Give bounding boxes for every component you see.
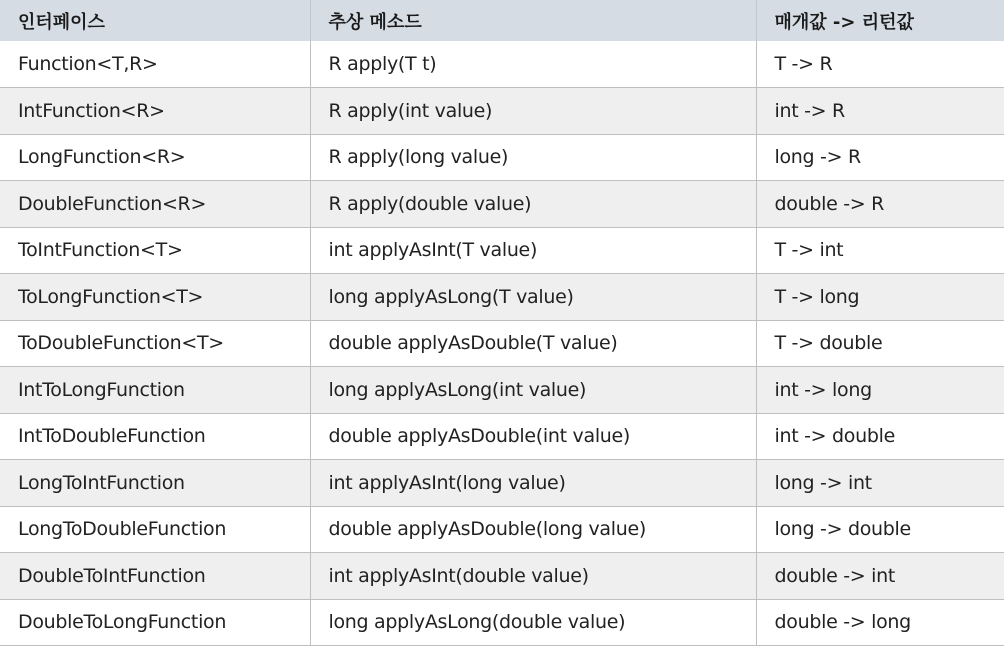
- table-row: [0, 506, 1004, 553]
- cell-abstract-method: int applyAsInt(double value): [310, 553, 756, 600]
- cell-abstract-method: long applyAsLong(int value): [310, 367, 756, 414]
- cell-param-return: int -> R: [756, 88, 1004, 135]
- cell-param-return: long -> int: [756, 460, 1004, 507]
- cell-interface: LongToIntFunction: [18, 471, 185, 494]
- cell-interface: IntToDoubleFunction: [18, 425, 206, 448]
- cell-param-return: long -> R: [756, 134, 1004, 181]
- cell-interface: LongToDoubleFunction: [18, 518, 227, 541]
- cell-interface: ToIntFunction<T>: [18, 239, 183, 262]
- cell-param-return: T -> int: [756, 227, 1004, 274]
- cell-interface: IntToLongFunction: [18, 378, 185, 401]
- table-row: [0, 181, 1004, 228]
- cell-interface: ToLongFunction<T>: [18, 285, 204, 308]
- cell-abstract-method: R apply(int value): [310, 88, 756, 135]
- table-row: [0, 599, 1004, 646]
- cell-abstract-method: R apply(long value): [310, 134, 756, 181]
- cell-abstract-method: R apply(T t): [310, 41, 756, 88]
- cell-interface: ToDoubleFunction<T>: [18, 332, 224, 355]
- cell-interface: LongFunction<R>: [18, 146, 186, 169]
- cell-abstract-method: double applyAsDouble(int value): [310, 413, 756, 460]
- table-row: [0, 227, 1004, 274]
- table-row: [0, 460, 1004, 507]
- cell-abstract-method: long applyAsLong(T value): [310, 274, 756, 321]
- cell-abstract-method: int applyAsInt(long value): [310, 460, 756, 507]
- cell-abstract-method: long applyAsLong(double value): [310, 599, 756, 646]
- header-row: [0, 0, 1004, 41]
- table-row: [0, 134, 1004, 181]
- cell-interface: Function<T,R>: [18, 53, 158, 75]
- cell-param-return: long -> double: [756, 506, 1004, 553]
- cell-interface: DoubleFunction<R>: [18, 192, 207, 215]
- cell-interface: DoubleToIntFunction: [18, 564, 206, 587]
- table-row: [0, 274, 1004, 321]
- cell-abstract-method: R apply(double value): [310, 181, 756, 228]
- table-row: [0, 41, 1004, 88]
- cell-interface: DoubleToLongFunction: [18, 611, 227, 634]
- table-row: [0, 553, 1004, 600]
- table-row: [0, 413, 1004, 460]
- cell-abstract-method: double applyAsDouble(long value): [310, 506, 756, 553]
- cell-param-return: double -> long: [756, 599, 1004, 646]
- table-row: [0, 367, 1004, 414]
- cell-param-return: double -> int: [756, 553, 1004, 600]
- cell-param-return: int -> long: [756, 367, 1004, 414]
- header-param-return: 매개값 -> 리턴값: [756, 0, 1004, 41]
- cell-param-return: T -> R: [756, 41, 1004, 88]
- cell-param-return: double -> R: [756, 181, 1004, 228]
- cell-param-return: T -> long: [756, 274, 1004, 321]
- cell-param-return: T -> double: [756, 320, 1004, 367]
- cell-abstract-method: double applyAsDouble(T value): [310, 320, 756, 367]
- cell-param-return: int -> double: [756, 413, 1004, 460]
- table-row: [0, 320, 1004, 367]
- header-abstract-method: 추상 메소드: [310, 0, 756, 41]
- cell-interface: IntFunction<R>: [18, 99, 165, 122]
- table-row: [0, 88, 1004, 135]
- cell-abstract-method: int applyAsInt(T value): [310, 227, 756, 274]
- header-interface: 인터페이스: [18, 11, 105, 33]
